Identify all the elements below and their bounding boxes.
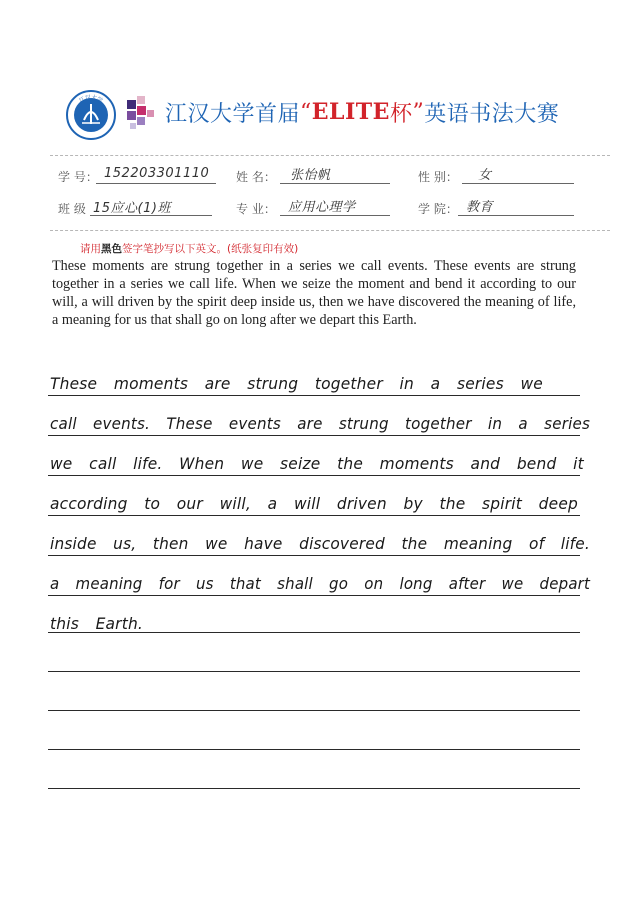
handwriting-line: this Earth. [50, 614, 144, 633]
gender-label: 性 别： [418, 170, 458, 184]
major-value: 应用心理学 [288, 200, 356, 215]
ruled-line [48, 515, 580, 516]
student-id-underline [96, 183, 216, 184]
class-value: 15应心(1)班 [93, 201, 171, 216]
gender-value: 女 [478, 168, 492, 183]
instruction [80, 241, 298, 256]
ruled-line [48, 788, 580, 789]
instruction-prefix: 请用 [80, 243, 101, 255]
prompt-passage: These moments are strung together in a series we call events. These events are strung together in a series we call life. When we seize the moment and bend it according to our will, a will driven by the spirit deep inside us, then we have discovered the meaning of life, a meaning for us that shall go on long after we depart this Earth. [52, 258, 576, 328]
college-value: 教育 [466, 200, 494, 215]
name-value: 张怡帆 [290, 168, 331, 183]
handwriting-line: These moments are strung together in a series we [50, 374, 543, 393]
form-divider [50, 230, 610, 231]
title-event-name: ELITE [311, 99, 390, 125]
ruled-line [48, 395, 580, 396]
logo-text: 江汉大学 [78, 94, 104, 105]
ruled-line [48, 671, 580, 672]
contest-title [165, 95, 559, 129]
top-divider [50, 155, 610, 156]
class-label: 班 级 [58, 202, 86, 216]
handwriting-line: call events. These events are strung together in a series [50, 414, 591, 433]
ruled-line [48, 435, 580, 436]
ruled-line [48, 555, 580, 556]
title-quote-open: “ [300, 99, 312, 125]
college-label: 学 院： [418, 202, 458, 216]
elite-cube-logo [125, 96, 155, 132]
ruled-line [48, 595, 580, 596]
ruled-line [48, 632, 580, 633]
university-seal-logo [66, 90, 116, 140]
instruction-suffix: 签字笔抄写以下英文。(纸张复印有效) [122, 243, 299, 255]
title-prefix: 江汉大学首届 [165, 101, 301, 127]
ruled-line [48, 710, 580, 711]
handwriting-line: inside us, then we have discovered the meaning of life. [50, 534, 590, 553]
major-label: 专 业： [236, 202, 276, 216]
gender-underline [462, 183, 574, 184]
ruled-line [48, 475, 580, 476]
instruction-emphasis: 黑色 [101, 243, 122, 255]
name-underline [280, 183, 390, 184]
student-id-label: 学 号： [58, 170, 98, 184]
class-underline [90, 215, 212, 216]
title-suffix: 英语书法大赛 [424, 101, 560, 127]
college-underline [458, 215, 574, 216]
handwriting-line: we call life. When we seize the moments and bend it [50, 454, 584, 473]
title-quote-close: ” [412, 99, 425, 125]
major-underline [280, 215, 390, 216]
handwriting-line: a meaning for us that shall go on long after we depart [50, 574, 591, 593]
name-label: 姓 名： [236, 170, 276, 184]
handwriting-line: according to our will, a will driven by the spirit deep [50, 494, 579, 513]
title-cup: 杯 [389, 101, 413, 127]
student-id-value: 152203301110 [104, 166, 210, 181]
ruled-line [48, 749, 580, 750]
